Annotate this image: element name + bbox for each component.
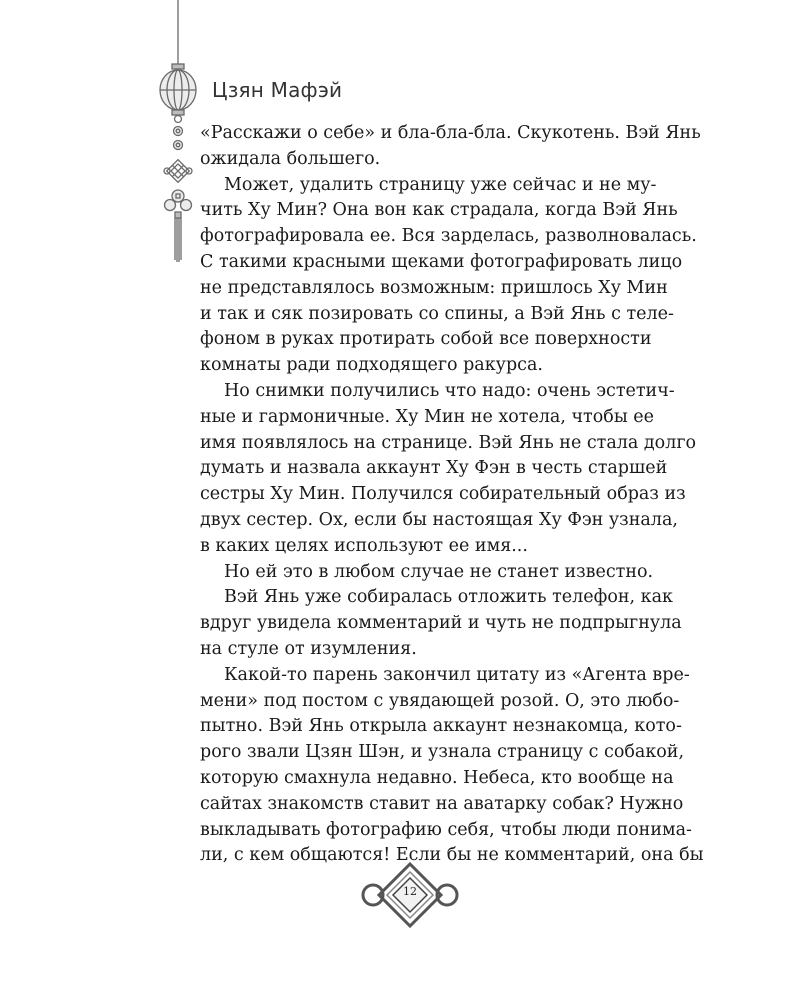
page-number-badge [355, 860, 465, 930]
text-line: Может, удалить страницу уже сейчас и не му- [224, 174, 657, 195]
text-line: на стуле от изумления. [200, 638, 417, 659]
page-body-text [200, 121, 704, 869]
text-line: и так и сяк позировать со спины, а Вэй Янь с теле- [200, 303, 674, 324]
running-header-author: Цзян Мафэй [212, 78, 343, 102]
text-line: Но ей это в любом случае не станет известно. [224, 561, 654, 582]
text-line: рого звали Цзян Шэн, и узнала страницу с собакой, [200, 742, 685, 763]
text-line: мени» под постом с увядающей розой. О, это любо- [200, 690, 680, 711]
text-line: ожидала большего. [200, 148, 381, 169]
text-line: «Расскажи о себе» и бла-бла-бла. Скукотень. Вэй Янь [200, 123, 701, 143]
text-line: в каких целях используют ее имя... [200, 535, 528, 556]
text-line: которую смахнула недавно. Небеса, кто вообще на [200, 767, 674, 788]
text-line: сестры Ху Мин. Получился собирательный образ из [200, 484, 686, 505]
text-line: двух сестер. Ох, если бы настоящая Ху Фэн узнала, [200, 509, 678, 530]
text-line: Какой-то парень закончил цитату из «Агента вре- [224, 664, 690, 685]
text-line: фотографировала ее. Вся зарделась, разволновалась. [200, 226, 697, 247]
text-line: не представлялось возможным: пришлось Ху Мин [200, 277, 668, 298]
text-line: чить Ху Мин? Она вон как страдала, когда Вэй Янь [200, 200, 678, 221]
text-line: выкладывать фотографию себя, чтобы люди понима- [200, 819, 692, 840]
text-line: фоном в руках протирать собой все поверхности [200, 329, 652, 350]
text-line: думать и назвала аккаунт Ху Фэн в честь старшей [200, 458, 668, 479]
text-line: Вэй Янь уже собиралась отложить телефон, как [224, 587, 673, 608]
text-line: сайтах знакомств ставит на аватарку собак? Нужно [200, 793, 684, 814]
text-line: ные и гармоничные. Ху Мин не хотела, чтобы ее [200, 406, 655, 427]
text-line: комнаты ради подходящего ракурса. [200, 355, 543, 376]
text-line: имя появлялось на странице. Вэй Янь не стала долго [200, 432, 697, 453]
page-number: 12 [403, 885, 417, 898]
text-line: пытно. Вэй Янь открыла аккаунт незнакомца, кото- [200, 716, 682, 737]
text-line: вдруг увидела комментарий и чуть не подпрыгнула [200, 613, 682, 634]
text-line: С такими красными щеками фотографировать лицо [200, 251, 683, 272]
text-line: ли, с кем общаются! Если бы не комментарий, она бы [200, 845, 704, 866]
text-line: Но снимки получились что надо: очень эстетич- [224, 380, 675, 401]
